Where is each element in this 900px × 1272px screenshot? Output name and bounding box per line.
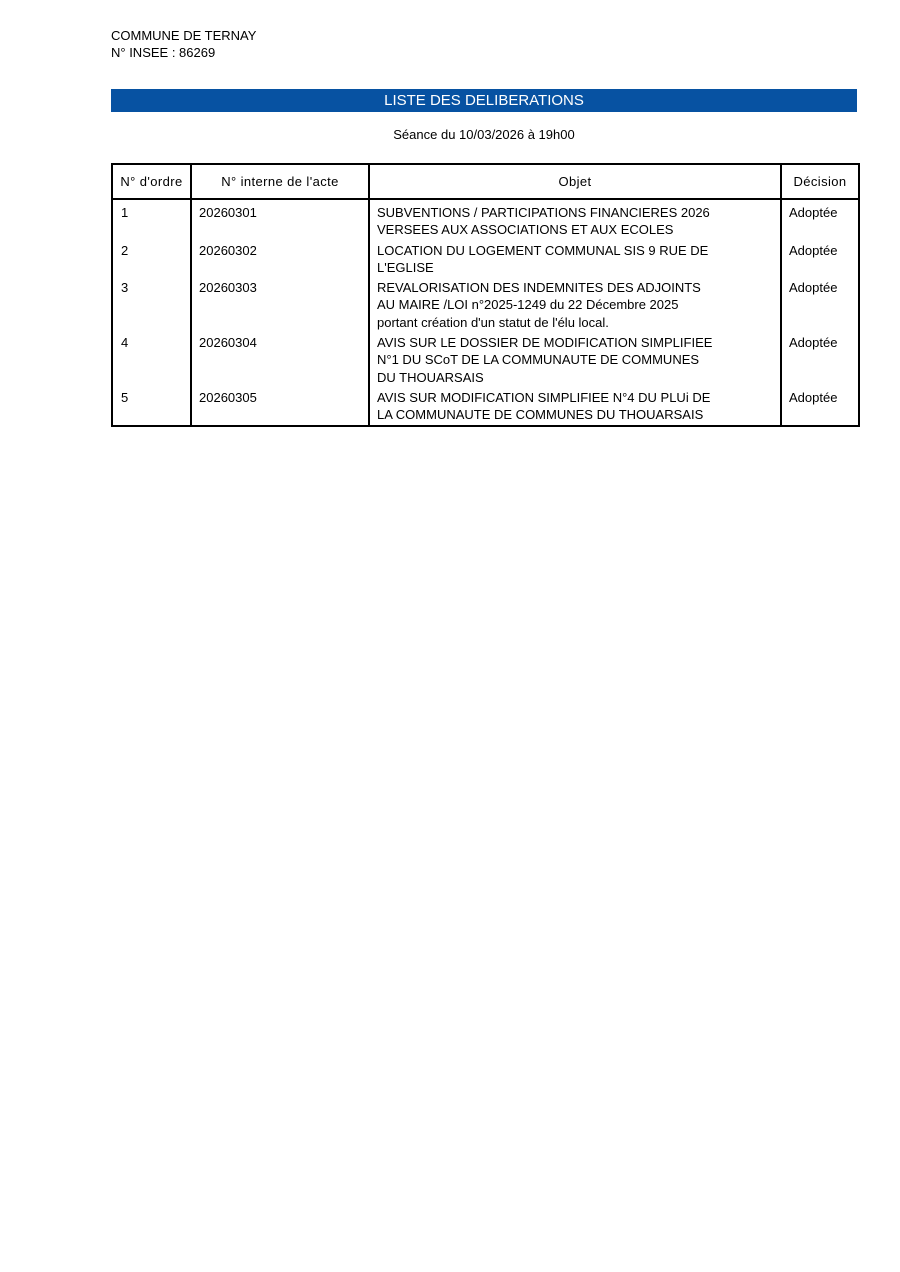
cell-objet: SUBVENTIONS / PARTICIPATIONS FINANCIERES 2026 VERSEES AUX ASSOCIATIONS ET AUX ECOLES bbox=[369, 199, 781, 239]
cell-interne: 20260301 bbox=[191, 199, 369, 239]
cell-objet: AVIS SUR LE DOSSIER DE MODIFICATION SIMPLIFIEE N°1 DU SCoT DE LA COMMUNAUTE DE COMMUNES DU THOUARSAIS bbox=[369, 331, 781, 386]
column-header-interne: N° interne de l'acte bbox=[191, 164, 369, 199]
cell-interne: 20260303 bbox=[191, 276, 369, 331]
cell-ordre: 1 bbox=[112, 199, 191, 239]
table-row bbox=[112, 239, 859, 277]
deliberations-table bbox=[111, 163, 860, 427]
cell-interne: 20260305 bbox=[191, 386, 369, 426]
cell-decision: Adoptée bbox=[781, 276, 859, 331]
cell-objet: REVALORISATION DES INDEMNITES DES ADJOINTS AU MAIRE /LOI n°2025-1249 du 22 Décembre 2025 portant création d'un statut de l'élu local. bbox=[369, 276, 781, 331]
cell-ordre: 3 bbox=[112, 276, 191, 331]
column-header-decision: Décision bbox=[781, 164, 859, 199]
table-row bbox=[112, 331, 859, 386]
cell-objet: LOCATION DU LOGEMENT COMMUNAL SIS 9 RUE DE L'EGLISE bbox=[369, 239, 781, 277]
table-row bbox=[112, 276, 859, 331]
cell-interne: 20260304 bbox=[191, 331, 369, 386]
commune-name: COMMUNE DE TERNAY bbox=[111, 28, 257, 43]
cell-decision: Adoptée bbox=[781, 199, 859, 239]
cell-ordre: 2 bbox=[112, 239, 191, 277]
table-row bbox=[112, 386, 859, 426]
column-header-ordre: N° d'ordre bbox=[112, 164, 191, 199]
cell-decision: Adoptée bbox=[781, 386, 859, 426]
table-row bbox=[112, 199, 859, 239]
page-title: LISTE DES DELIBERATIONS bbox=[111, 89, 857, 112]
insee-number: N° INSEE : 86269 bbox=[111, 45, 216, 60]
table-header-row bbox=[112, 164, 859, 199]
cell-ordre: 5 bbox=[112, 386, 191, 426]
session-date: Séance du 10/03/2026 à 19h00 bbox=[393, 127, 575, 142]
cell-decision: Adoptée bbox=[781, 239, 859, 277]
cell-objet: AVIS SUR MODIFICATION SIMPLIFIEE N°4 DU PLUi DE LA COMMUNAUTE DE COMMUNES DU THOUARSAIS bbox=[369, 386, 781, 426]
column-header-objet: Objet bbox=[369, 164, 781, 199]
commune-header bbox=[111, 27, 256, 61]
cell-interne: 20260302 bbox=[191, 239, 369, 277]
cell-ordre: 4 bbox=[112, 331, 191, 386]
cell-decision: Adoptée bbox=[781, 331, 859, 386]
